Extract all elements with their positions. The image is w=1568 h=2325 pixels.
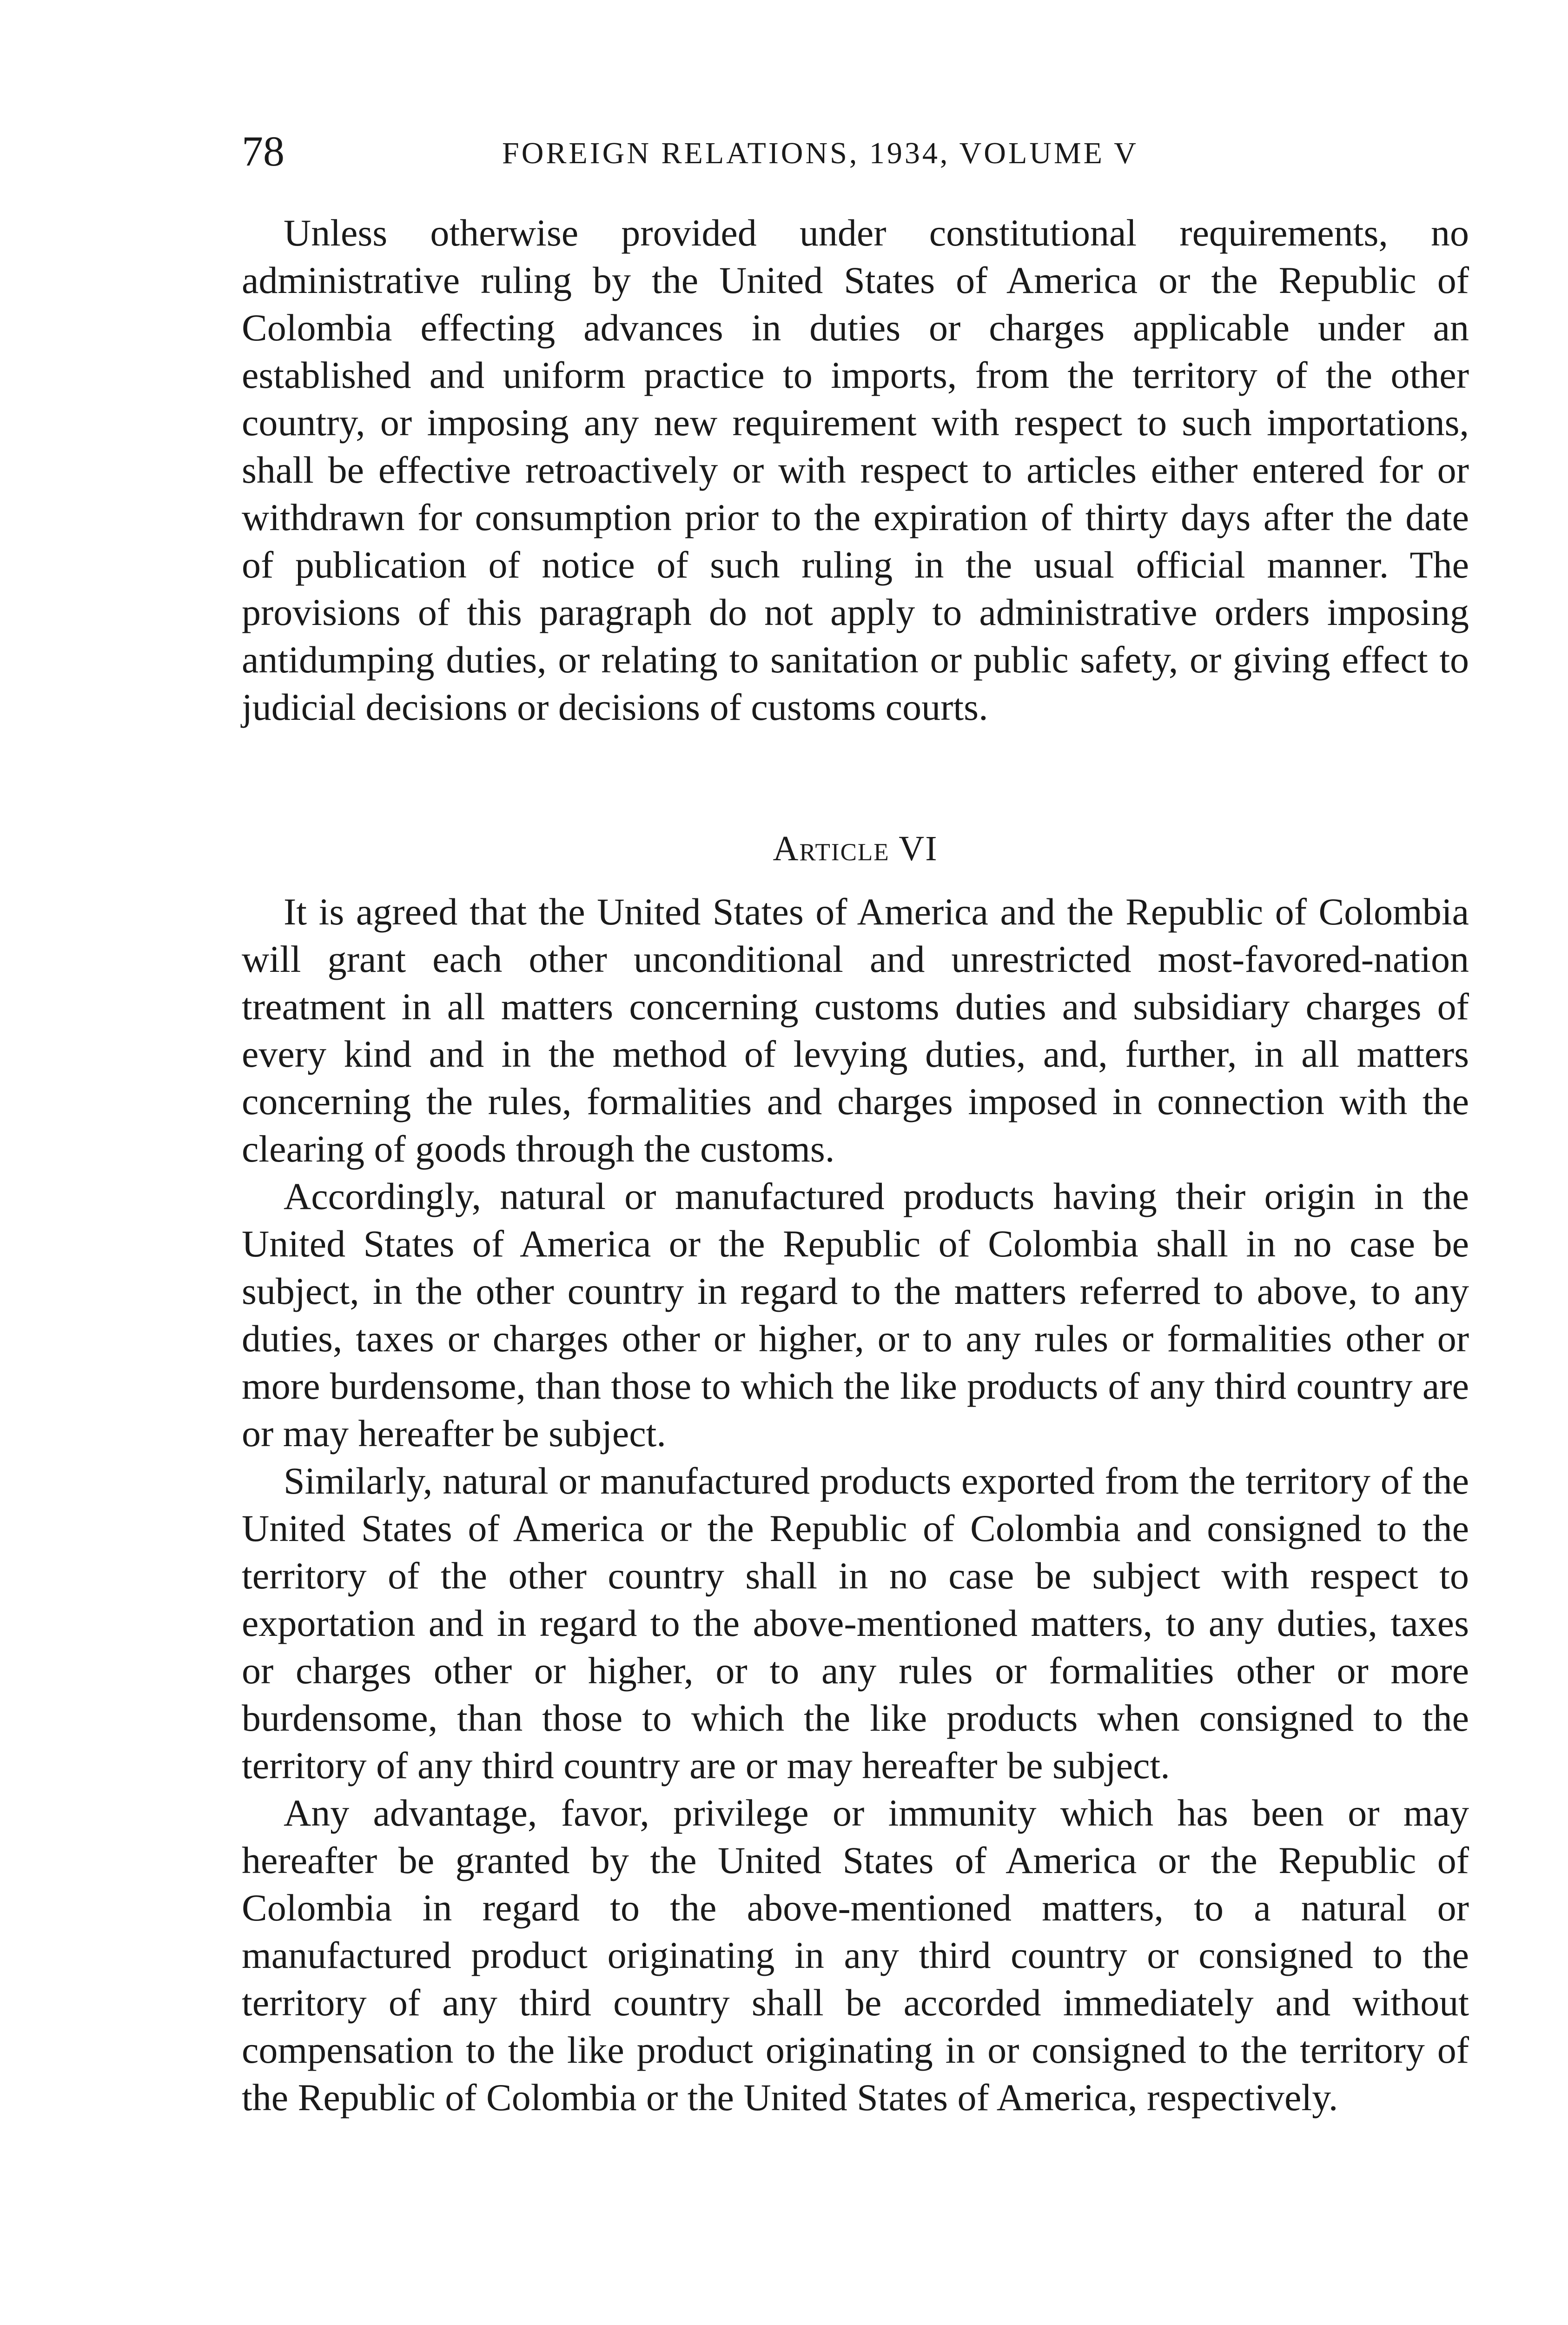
- article-paragraph: Any advantage, favor, privilege or immunity which has been or may hereafter be granted by the United States of America or the Republic of Colombia in regard to the above-mentioned matters, to a natural or manufactured product originating in any third country or consigned to the territory of any third country shall be accorded immediately and without compensation to the like product originating in or consigned to the territory of the Republic of Colombia or the United States of America, respectively.: [242, 1792, 1469, 2119]
- article-body: [242, 888, 1469, 2121]
- article-paragraph: Accordingly, natural or manufactured products having their origin in the United States of America or the Republic of Colombia shall in no case be subject, in the other country in regard to the matters referred to above, to any duties, taxes or charges other or higher, or to any rules or formalities other or more burdensome, than those to which the like products of any third country are or may hereafter be subject.: [242, 1175, 1469, 1455]
- article-paragraph: It is agreed that the United States of America and the Republic of Colombia will grant each other unconditional and unrestricted most-favored-nation treatment in all matters concerning customs duties and subsidiary charges of every kind and in the method of levying duties, and, further, in all matters concerning the rules, formalities and charges imposed in connection with the clearing of goods through the customs.: [242, 890, 1469, 1170]
- page-number: 78: [242, 127, 284, 175]
- running-head: [242, 126, 1469, 177]
- continuation-section: [242, 209, 1469, 731]
- running-title: FOREIGN RELATIONS, 1934, VOLUME V: [502, 136, 1138, 170]
- article-heading: Article VI: [773, 829, 938, 868]
- article-paragraph: Similarly, natural or manufactured products exported from the territory of the United States of America or the Republic of Colombia and consigned to the territory of the other country shall in no case be subject with respect to exportation and in regard to the above-mentioned matters, to any duties, taxes or charges other or higher, or to any rules or formalities other or more burdensome, than those to which the like products when consigned to the territory of any third country are or may hereafter be subject.: [242, 1460, 1469, 1787]
- continuation-paragraph: Unless otherwise provided under constitutional requirements, no administrative ruling by the United States of America or the Republic of Colombia effecting advances in duties or charges applicable under an established and uniform practice to imports, from the territory of the other country, or imposing any new requirement with respect to such importations, shall be effective retroactively or with respect to articles either entered for or withdrawn for consumption prior to the expiration of thirty days after the date of publication of notice of such ruling in the usual official manner. The provisions of this paragraph do not apply to administrative orders imposing antidumping duties, or relating to sanitation or public safety, or giving effect to judicial decisions or decisions of customs courts.: [242, 212, 1469, 728]
